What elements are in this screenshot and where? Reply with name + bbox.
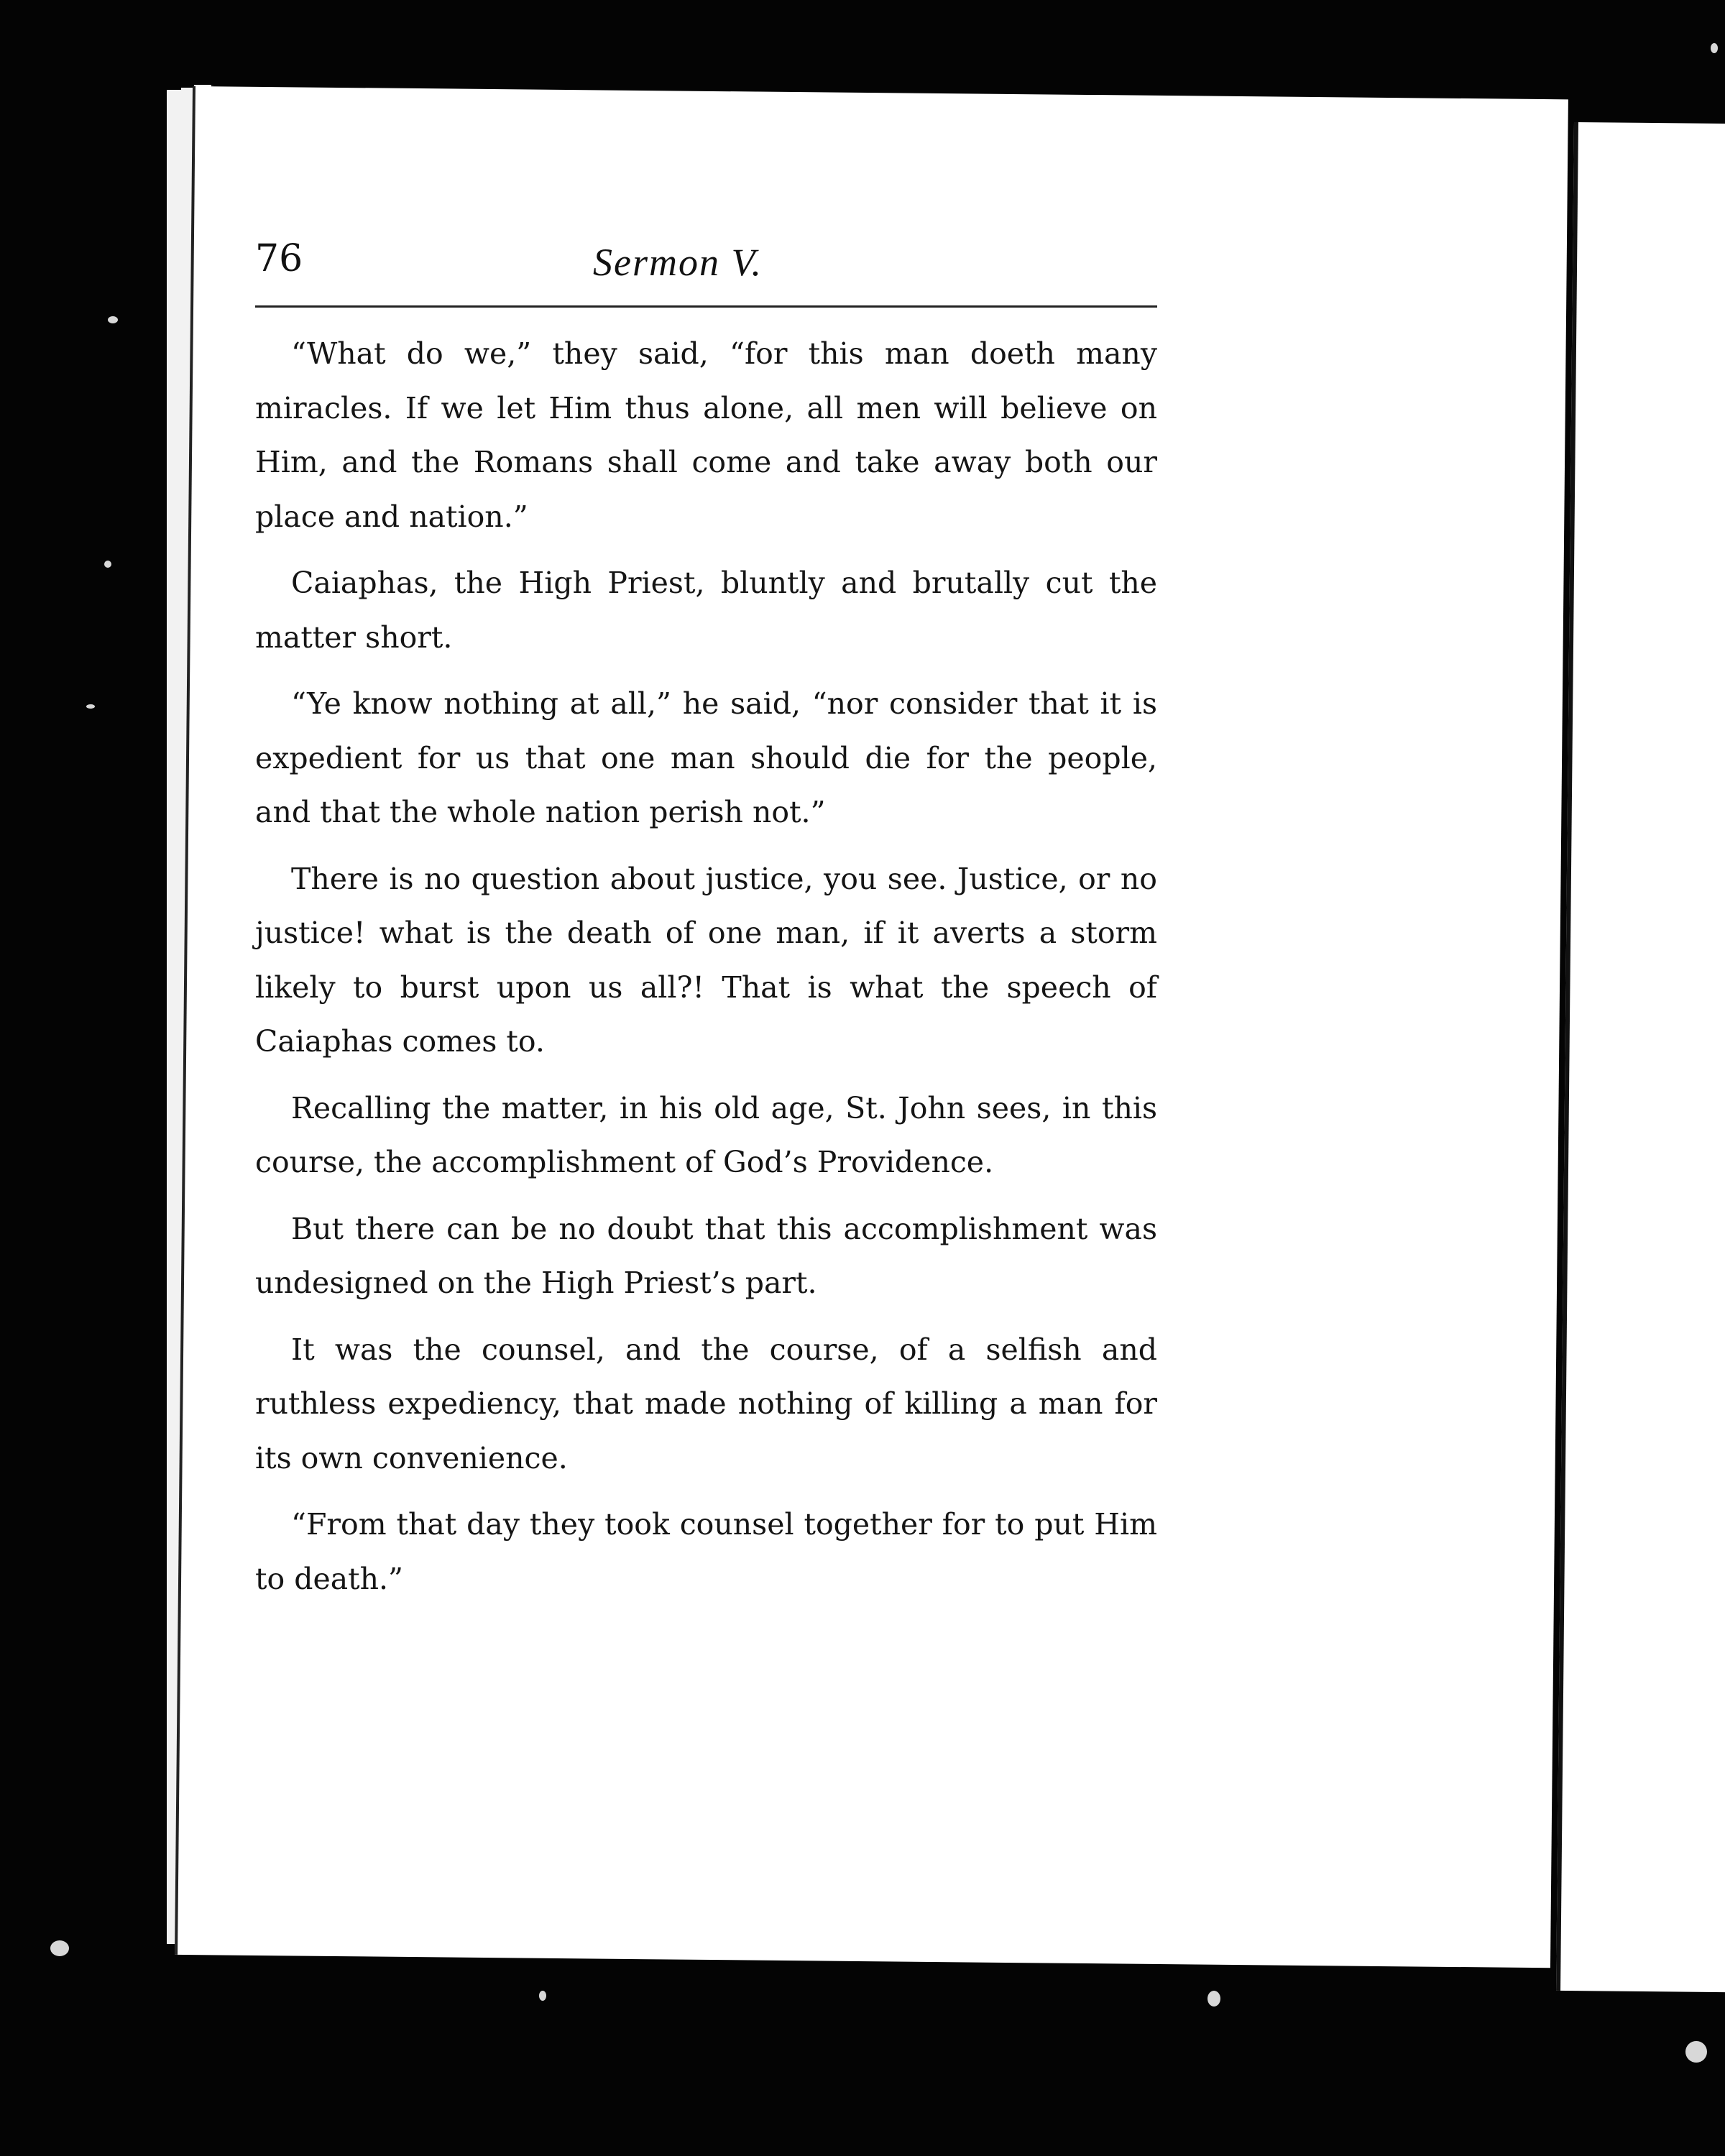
dust-speck bbox=[1208, 1991, 1220, 2007]
header-rule bbox=[255, 305, 1157, 308]
dust-speck bbox=[50, 1940, 69, 1956]
running-head: Sermon V. bbox=[593, 241, 763, 284]
facing-page-edge bbox=[1556, 122, 1725, 1992]
dust-speck bbox=[1711, 43, 1718, 53]
paragraph: Caiaphas, the High Priest, bluntly and brutally cut the matter short. bbox=[255, 566, 1157, 655]
paragraph: Recalling the matter, in his old age, St. John sees, in this course, the accomplishment of God’s Providence. bbox=[255, 1090, 1157, 1179]
paragraph: There is no question about justice, you see. Justice, or no justice! what is the death of one man, if it averts a storm likely to burst upon us all?! That is what the speech of Caiaphas comes to. bbox=[255, 861, 1157, 1059]
dust-speck bbox=[1685, 2041, 1707, 2063]
page-header bbox=[255, 237, 1157, 302]
paragraph: “What do we,” they said, “for this man doeth many miracles. If we let Him thus alone, all men will believe on Him, and the Romans shall come and take away both our place and nation.” bbox=[255, 336, 1157, 534]
dust-speck bbox=[539, 1991, 546, 2001]
page-number: 76 bbox=[255, 237, 303, 280]
paragraph: “Ye know nothing at all,” he said, “nor consider that it is expedient for us that one man should die for the people, and that the whole nation perish not.” bbox=[255, 686, 1157, 829]
paragraph: It was the counsel, and the course, of a selfish and ruthless expediency, that made nothing of killing a man for its own convenience. bbox=[255, 1332, 1157, 1475]
dust-speck bbox=[86, 704, 95, 709]
body-text bbox=[255, 327, 1157, 1618]
dust-speck bbox=[104, 561, 111, 568]
paragraph: “From that day they took counsel together for to put Him to death.” bbox=[255, 1507, 1157, 1596]
page-content bbox=[255, 237, 1157, 1596]
paragraph: But there can be no doubt that this accomplishment was undesigned on the High Priest’s part. bbox=[255, 1211, 1157, 1300]
dust-speck bbox=[108, 316, 118, 323]
